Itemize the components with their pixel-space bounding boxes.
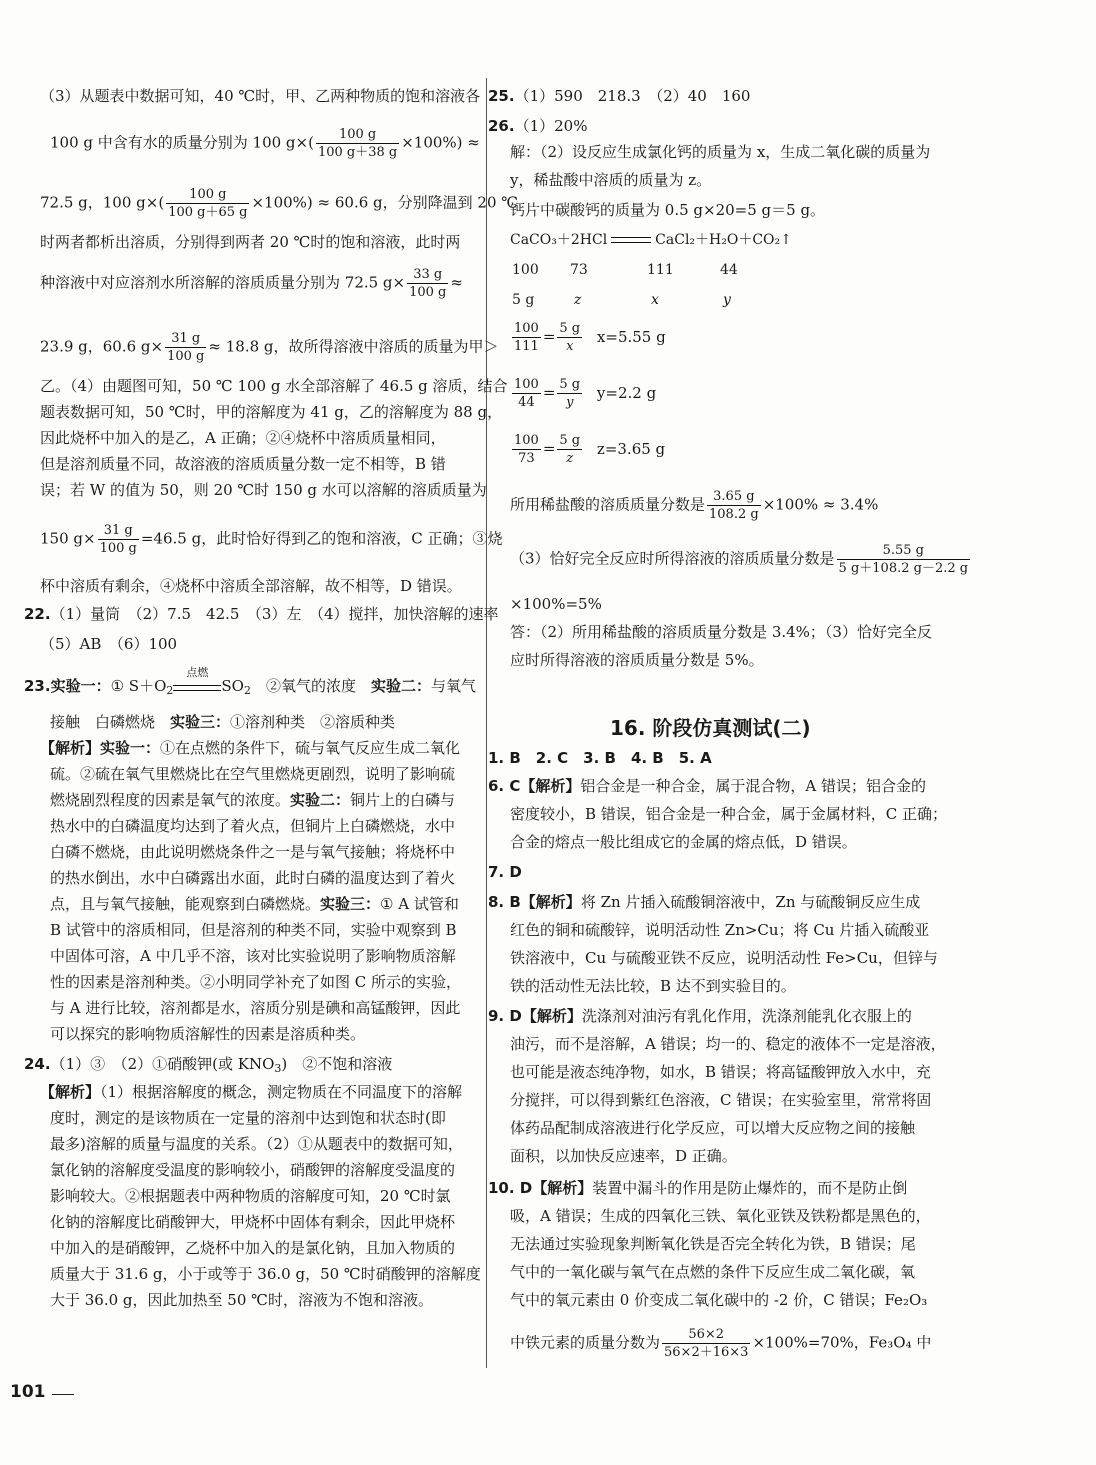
text-line: 中铁元素的质量分数为 $\frac{56\times 2}{56\times 2+16\times 3}$ ×100%=70%，Fe₃O₄ 中 [510, 1327, 932, 1360]
text-line: 体药品配制成溶液进行化学反应，可以增大反应物之间的接触 [510, 1119, 916, 1137]
text-line: 气中的一氧化碳与氧气在点燃的条件下反应生成二氧化碳，氧 [510, 1263, 916, 1281]
fraction: $\frac{31 g}{100 g}$ [167, 331, 205, 364]
text-line: 密度较小，B 错误，铝合金是一种合金，属于金属材料，C 正确； [510, 805, 948, 823]
value: y [723, 292, 731, 308]
text-line: 大于 36.0 g，因此加热至 50 ℃时，溶液为不饱和溶液。 [50, 1291, 433, 1309]
text-line: 铁的活动性无法比较，B 达不到实验目的。 [510, 977, 796, 995]
text-line: 性的因素是溶剂种类。②小明同学补充了如图 C 所示的实验， [50, 973, 462, 991]
text-line: 化钠的溶解度比硝酸钾大，甲烧杯中固体有剩余，因此甲烧杯 [50, 1213, 456, 1231]
text-line: B 试管中的溶质相同，但是溶剂的种类不同，实验中观察到 B [50, 921, 457, 939]
answers-1-5: 1. B 2. C 3. B 4. B 5. A [488, 749, 712, 767]
answer-9: 9. D【解析】洗涤剂对油污有乳化作用，洗涤剂能乳化衣服上的 [488, 1007, 912, 1025]
fraction: $\frac{33 g}{100 g}$ [409, 267, 447, 300]
text-line: 质量大于 31.6 g，小于或等于 36.0 g，50 ℃时硝酸钾的溶解度 [50, 1265, 481, 1283]
fraction: $\frac{3.65 g}{108.2 g}$ [709, 489, 759, 522]
text-line: 气中的氧元素由 0 价变成二氧化碳中的 -2 价，C 错误；Fe₂O₃ [510, 1291, 928, 1309]
proportion: $\frac{100}{44}$ = $\frac{5 g}{y}$ y=2.2 g [514, 377, 657, 410]
text-line: 与 A 进行比较，溶剂都是水，溶质分别是碘和高锰酸钾，因此 [50, 999, 461, 1017]
page-number-rule [52, 1394, 74, 1395]
text-line: 度时，测定的是该物质在一定量的溶剂中达到饱和状态时(即 [50, 1109, 446, 1127]
text-line: 无法通过实验现象判断氧化铁是否完全转化为铁，B 错误；尾 [510, 1235, 916, 1253]
text-line: 氯化钠的溶解度受温度的影响较小，硝酸钾的溶解度受温度的 [50, 1161, 456, 1179]
text-line: 因此烧杯中加入的是乙，A 正确；②④烧杯中溶质质量相同， [40, 429, 446, 447]
text-line: 但是溶剂质量不同，故溶液的溶质质量分数一定不相等，B 错 [40, 455, 446, 473]
text-line: （3）从题表中数据可知，40 ℃时，甲、乙两种物质的饱和溶液各 [40, 87, 481, 105]
value: z [574, 292, 582, 308]
text-line: 时两者都析出溶质，分别得到两者 20 ℃时的饱和溶液，此时两 [40, 233, 461, 251]
value: 5 g [512, 292, 535, 308]
text-line: （5）AB （6）100 [40, 635, 178, 653]
value: 100 [512, 262, 539, 278]
answer-22: 22.（1）量筒 （2）7.5 42.5 （3）左 （4）搅拌，加快溶解的速率 [24, 605, 499, 623]
answer-8: 8. B【解析】将 Zn 片插入硫酸铜溶液中，Zn 与硫酸铜反应生成 [488, 893, 921, 911]
text-line: 油污，而不是溶解，A 错误；均一的、稳定的液体不一定是溶液， [510, 1035, 946, 1053]
text-line: 种溶液中对应溶剂水所溶解的溶质质量分别为 72.5 g× $\frac{33 g}{100 g}$ ≈ [40, 267, 463, 300]
answer-26: 26.（1）20% [488, 117, 588, 135]
text-line: 分搅拌，可以得到紫红色溶液，C 错误；在实验室里，常常将固 [510, 1091, 932, 1109]
fraction: $\frac{100 g}{100 g+38 g}$ [317, 127, 398, 160]
text-line: （3）恰好完全反应时所得溶液的溶质质量分数是 $\frac{5.55 g}{5 g+108.2 g-2.2 g}$ [510, 543, 969, 576]
text-line: 23.9 g，60.6 g× $\frac{31 g}{100 g}$ ≈ 18.8 g，故所得溶液中溶质的质量为甲＞ [40, 331, 499, 364]
text-line: ×100%=5% [510, 595, 602, 613]
fraction: $\frac{5.55 g}{5 g+108.2 g-2.2 g}$ [838, 543, 969, 576]
answer-24: 24.（1）③ （2）①硝酸钾(或 $KNO_3$) ②不饱和溶液 [24, 1055, 393, 1075]
text-line: 【解析】（1）根据溶解度的概念，测定物质在不同温度下的溶解 [40, 1083, 463, 1101]
reaction-condition: 点燃 [173, 676, 221, 691]
text-line: 铁溶液中，Cu 与硫酸亚铁不反应，说明活动性 Fe>Cu，但锌与 [510, 949, 938, 967]
text-line: 白磷不燃烧，由此说明燃烧条件之一是与氧气接触；将烧杯中 [50, 843, 456, 861]
text-line: 红色的铜和硫酸锌，说明活动性 Zn>Cu；将 Cu 片插入硫酸亚 [510, 921, 930, 939]
text-line: 72.5 g，100 g×( $\frac{100 g}{100 g+65 g}$ ×100%) ≈ 60.6 g，分别降温到 20 ℃ [40, 187, 519, 220]
text-line: 的热水倒出，水中白磷露出水面，此时白磷的温度达到了着火 [50, 869, 456, 887]
text-line: 最多)溶解的质量与温度的关系。（2）①从题表中的数据可知， [50, 1135, 463, 1153]
text-line: 【解析】实验一：①在点燃的条件下，硫与氧气反应生成二氧化 [40, 739, 461, 757]
text-line: 面积，以加快反应速率，D 正确。 [510, 1147, 737, 1165]
equals-sign [611, 237, 651, 243]
fraction: $\frac{56\times 2}{56\times 2+16\times 3}$ [664, 1327, 749, 1360]
text-line: 杯中溶质有剩余，④烧杯中溶质全部溶解，故不相等，D 错误。 [40, 577, 462, 595]
text-line: 也可能是液态纯净物，如水，B 错误；将高锰酸钾放入水中，充 [510, 1063, 931, 1081]
answer-7: 7. D [488, 863, 522, 881]
section-title: 16. 阶段仿真测试(二) [610, 716, 811, 740]
page-number: 101 [10, 1382, 46, 1402]
proportion: $\frac{100}{73}$ = $\frac{5 g}{z}$ z=3.65 g [514, 433, 666, 466]
text-line: 热水中的白磷温度均达到了着火点，但铜片上白磷燃烧，水中 [50, 817, 456, 835]
column-divider [486, 78, 487, 1368]
text-line: 乙。（4）由题图可知，50 ℃ 100 g 水全部溶解了 46.5 g 溶质，结合 [40, 377, 508, 395]
chemical-equation: CaCO₃＋2HCl CaCl₂＋H₂O＋CO₂↑ [510, 232, 792, 248]
text-line: 150 g× $\frac{31 g}{100 g}$ =46.5 g，此时恰好得到乙的饱和溶液，C 正确；③烧 [40, 523, 503, 556]
value: x [651, 292, 659, 308]
answer-23: 23.实验一：① $S+O_2$ 点燃 $SO_2$ ②氧气的浓度 实验二：与氧气 [24, 666, 477, 697]
text-line: 点，且与氧气接触，能观察到白磷燃烧。实验三：① A 试管和 [50, 895, 459, 913]
text-line: 合金的熔点一般比组成它的金属的熔点低，D 错误。 [510, 833, 857, 851]
text-line: 100 g 中含有水的质量分别为 100 g×( $\frac{100 g}{100 g+38 g}$ ×100%) ≈ [50, 127, 480, 160]
text-line: 应时所得溶液的溶质质量分数是 5%。 [510, 651, 764, 669]
text-line: 题表数据可知，50 ℃时，甲的溶解度为 41 g，乙的溶解度为 88 g， [40, 403, 503, 421]
text-line: 钙片中碳酸钙的质量为 0.5 g×20=5 g＝5 g。 [510, 201, 826, 219]
text-line: y，稀盐酸中溶质的质量为 z。 [510, 171, 712, 189]
answer-10: 10. D【解析】装置中漏斗的作用是防止爆炸的，而不是防止倒 [488, 1179, 908, 1197]
fraction: $\frac{100 g}{100 g+65 g}$ [168, 187, 248, 220]
answer-6: 6. C【解析】铝合金是一种合金，属于混合物，A 错误；铝合金的 [488, 777, 926, 795]
text-line: 解：（2）设反应生成氯化钙的质量为 x，生成二氧化碳的质量为 [510, 143, 931, 161]
text-line: 中加入的是硝酸钾，乙烧杯中加入的是氯化钠，且加入物质的 [50, 1239, 456, 1257]
value: 44 [720, 262, 738, 278]
text-line: 答：（2）所用稀盐酸的溶质质量分数是 3.4%；（3）恰好完全反 [510, 623, 932, 641]
text-line: 吸，A 错误；生成的四氧化三铁、氧化亚铁及铁粉都是黑色的， [510, 1207, 931, 1225]
text-line: 所用稀盐酸的溶质质量分数是 $\frac{3.65 g}{108.2 g}$ ×100% ≈ 3.4% [510, 489, 879, 522]
text-line: 可以探究的影响物质溶解性的因素是溶质种类。 [50, 1025, 366, 1043]
fraction: $\frac{31 g}{100 g}$ [99, 523, 137, 556]
text-line: 接触 白磷燃烧 实验三：①溶剂种类 ②溶质种类 [50, 713, 396, 731]
value: 73 [570, 262, 588, 278]
proportion: $\frac{100}{111}$ = $\frac{5 g}{x}$ x=5.55 g [514, 321, 666, 354]
text-line: 影响较大。②根据题表中两种物质的溶解度可知，20 ℃时氯 [50, 1187, 451, 1205]
text-line: 中固体可溶，A 中几乎不溶，该对比实验说明了影响物质溶解 [50, 947, 456, 965]
text-line: 硫。②硫在氧气里燃烧比在空气里燃烧更剧烈，说明了影响硫 [50, 765, 456, 783]
answer-25: 25.（1）590 218.3 （2）40 160 [488, 87, 751, 105]
value: 111 [647, 262, 674, 278]
text-line: 燃烧剧烈程度的因素是氧气的浓度。实验二：铜片上的白磷与 [50, 791, 456, 809]
text-line: 误；若 W 的值为 50，则 20 ℃时 150 g 水可以溶解的溶质质量为 [40, 481, 487, 499]
